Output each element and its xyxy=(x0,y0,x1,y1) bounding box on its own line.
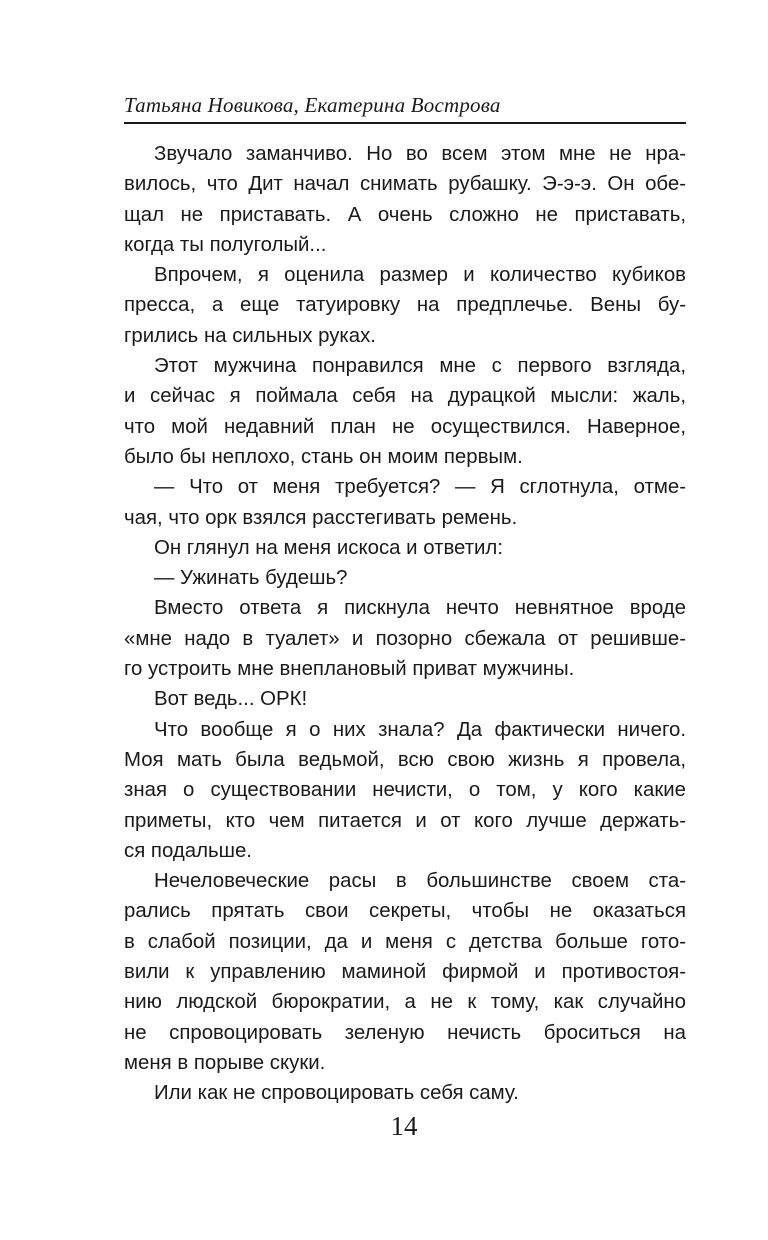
text-line: — Что от меня требуется? — Я сглотнула, отме- xyxy=(154,476,686,499)
text-line: в слабой позиции, да и меня с детства больше гото- xyxy=(124,930,686,953)
paragraph xyxy=(124,351,686,472)
paragraph xyxy=(124,684,686,714)
text-line: «мне надо в туалет» и позорно сбежала от решивше- xyxy=(124,627,686,650)
text-line: пресса, а еще татуировку на предплечье. Вены бу- xyxy=(124,294,686,317)
text-line: вили к управлению маминой фирмой и противостоя- xyxy=(124,961,686,984)
body-text xyxy=(124,139,686,1109)
text-line: Вместо ответа я пискнула нечто невнятное вроде xyxy=(154,597,686,620)
paragraph xyxy=(124,260,686,351)
text-line: — Ужинать будешь? xyxy=(154,567,348,590)
text-line: и сейчас я поймала себя на дурацкой мысли: жаль, xyxy=(124,385,686,408)
text-line: не спровоцировать зеленую нечисть броситься на xyxy=(124,1021,686,1044)
text-line: что мой недавний план не осуществился. Наверное, xyxy=(124,415,686,438)
text-line: го устроить мне внеплановый приват мужчины. xyxy=(124,658,575,681)
text-line: Или как не спровоцировать себя саму. xyxy=(154,1082,519,1105)
text-line: рались прятать свои секреты, чтобы не оказаться xyxy=(124,900,686,923)
text-line: щал не приставать. А очень сложно не приставать, xyxy=(124,203,686,226)
text-line: вилось, что Дит начал снимать рубашку. Э-э-э. Он обе- xyxy=(124,173,686,196)
text-line: ся подальше. xyxy=(124,839,252,862)
text-line: Звучало заманчиво. Но во всем этом мне не нра- xyxy=(154,143,686,165)
running-head-title: Татьяна Новикова, Екатерина Вострова xyxy=(124,93,501,117)
text-line: было бы неплохо, стань он моим первым. xyxy=(124,445,523,468)
text-line: Нечеловеческие расы в большинстве своем ста- xyxy=(154,870,686,893)
text-line: чая, что орк взялся расстегивать ремень. xyxy=(124,506,518,529)
page-number: 14 xyxy=(390,1111,418,1141)
text-line: нию людской бюрократии, а не к тому, как случайно xyxy=(124,991,686,1014)
text-line: когда ты полуголый... xyxy=(124,233,327,256)
paragraph xyxy=(124,715,686,866)
paragraph xyxy=(124,139,686,260)
paragraph xyxy=(124,593,686,684)
paragraph xyxy=(124,533,686,563)
header-divider xyxy=(124,122,686,124)
text-line: Впрочем, я оценила размер и количество кубиков xyxy=(154,264,686,287)
text-line: Моя мать была ведьмой, всю свою жизнь я провела, xyxy=(124,748,686,771)
text-line: меня в порыве скуки. xyxy=(124,1051,326,1074)
paragraph xyxy=(124,472,686,533)
text-line: Вот ведь... ОРК! xyxy=(154,688,308,711)
text-line: приметы, кто чем питается и от кого лучше держать- xyxy=(124,809,686,832)
text-line: Этот мужчина понравился мне с первого взгляда, xyxy=(154,355,686,378)
text-line: зная о существовании нечисти, о том, у кого какие xyxy=(124,779,686,802)
paragraph xyxy=(124,866,686,1078)
text-line: Что вообще я о них знала? Да фактически ничего. xyxy=(154,718,686,741)
text-line: грились на сильных руках. xyxy=(124,324,376,347)
paragraph xyxy=(124,563,686,593)
text-line: Он глянул на меня искоса и ответил: xyxy=(154,536,503,559)
paragraph xyxy=(124,1078,686,1108)
